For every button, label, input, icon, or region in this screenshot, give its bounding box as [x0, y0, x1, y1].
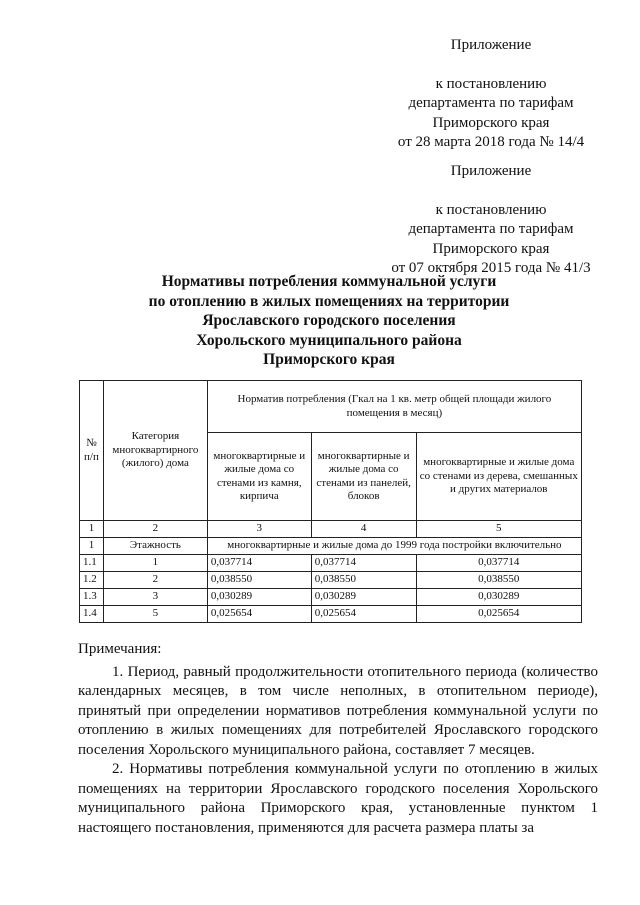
table-header-row	[80, 381, 582, 433]
row-label: Этажность	[103, 537, 207, 554]
row-description: многоквартирные и жилые дома до 1999 года постройки включительно	[207, 537, 581, 554]
heading-line: Ярославского городского поселения	[202, 312, 456, 329]
appendix-line: департамента по тарифам	[408, 221, 574, 237]
col-header-stone: многоквартирные и жилые дома со стенами из камня, кирпича	[207, 433, 311, 521]
document-heading	[110, 272, 548, 370]
column-number: 3	[207, 521, 311, 538]
notes-title: Примечания:	[78, 641, 162, 657]
appendix-date: от 28 марта 2018 года № 14/4	[397, 134, 585, 150]
column-number: 5	[416, 521, 581, 538]
value-wood: 0,038550	[416, 571, 581, 588]
appendix-original	[378, 162, 604, 279]
appendix-current	[378, 36, 604, 153]
heading-line: Хорольского муниципального района	[196, 331, 462, 349]
table-row	[80, 605, 582, 622]
value-stone: 0,037714	[207, 554, 311, 571]
appendix-line: Приморского края	[432, 240, 550, 257]
column-number: 2	[103, 521, 207, 538]
value-wood: 0,030289	[416, 588, 581, 605]
appendix-date: от 07 октября 2015 года № 41/3	[391, 260, 591, 276]
value-stone: 0,038550	[207, 571, 311, 588]
col-header-group: Норматив потребления (Гкал на 1 кв. метр общей площади жилого помещения в месяц)	[207, 381, 581, 433]
column-numbering-row	[80, 521, 582, 538]
value-panel: 0,025654	[311, 605, 416, 622]
col-header-category: Категория многоквартирного (жилого) дома	[103, 381, 207, 521]
row-floors: 2	[103, 571, 207, 588]
appendix-line: к постановлению	[435, 201, 547, 218]
column-number: 4	[311, 521, 416, 538]
row-number: 1.1	[80, 554, 104, 571]
appendix-line: департамента по тарифам	[408, 95, 574, 111]
value-stone: 0,025654	[207, 605, 311, 622]
note-item-2: 2. Нормативы потребления коммунальной услуги по отоплению в жилых помещениях на территории Ярославского городского поселения Хорольского муниципального района Приморского края, установленные пунктом 1 настоящего постановления, применяются для расчета размера платы за	[78, 761, 598, 836]
row-number: 1.4	[80, 605, 104, 622]
row-number: 1.3	[80, 588, 104, 605]
row-floors: 1	[103, 554, 207, 571]
table-row	[80, 554, 582, 571]
table-row	[80, 571, 582, 588]
appendix-line: к постановлению	[435, 75, 547, 92]
table-row	[80, 588, 582, 605]
value-panel: 0,038550	[311, 571, 416, 588]
row-floors: 3	[103, 588, 207, 605]
section-row	[80, 537, 582, 554]
value-wood: 0,025654	[416, 605, 581, 622]
row-number: 1	[80, 537, 104, 554]
appendix-title: Приложение	[450, 163, 532, 179]
col-header-num: № п/п	[80, 381, 104, 521]
value-wood: 0,037714	[416, 554, 581, 571]
value-stone: 0,030289	[207, 588, 311, 605]
value-panel: 0,037714	[311, 554, 416, 571]
row-floors: 5	[103, 605, 207, 622]
heading-line: Приморского края	[263, 351, 395, 368]
note-item-1: 1. Период, равный продолжительности отопительного периода (количество календарных месяцев, в том числе неполных, в отопительном периоде), принятый при определении нормативов потребления коммунальной услуги по отоплению в жилых помещениях для потребителей Ярославского городского поселения Хорольского муниципального района, составляет 7 месяцев.	[78, 663, 598, 758]
heading-line: Нормативы потребления коммунальной услуги	[161, 273, 497, 290]
column-number: 1	[80, 521, 104, 538]
appendix-title: Приложение	[450, 37, 532, 53]
notes-section	[78, 640, 598, 838]
col-header-panel: многоквартирные и жилые дома со стенами из панелей, блоков	[311, 433, 416, 521]
norms-table	[79, 380, 582, 623]
appendix-line: Приморского края	[432, 114, 550, 131]
value-panel: 0,030289	[311, 588, 416, 605]
heading-line: по отоплению в жилых помещениях на территории	[148, 292, 510, 310]
row-number: 1.2	[80, 571, 104, 588]
col-header-wood: многоквартирные и жилые дома со стенами из дерева, смешанных и других материалов	[416, 433, 581, 521]
